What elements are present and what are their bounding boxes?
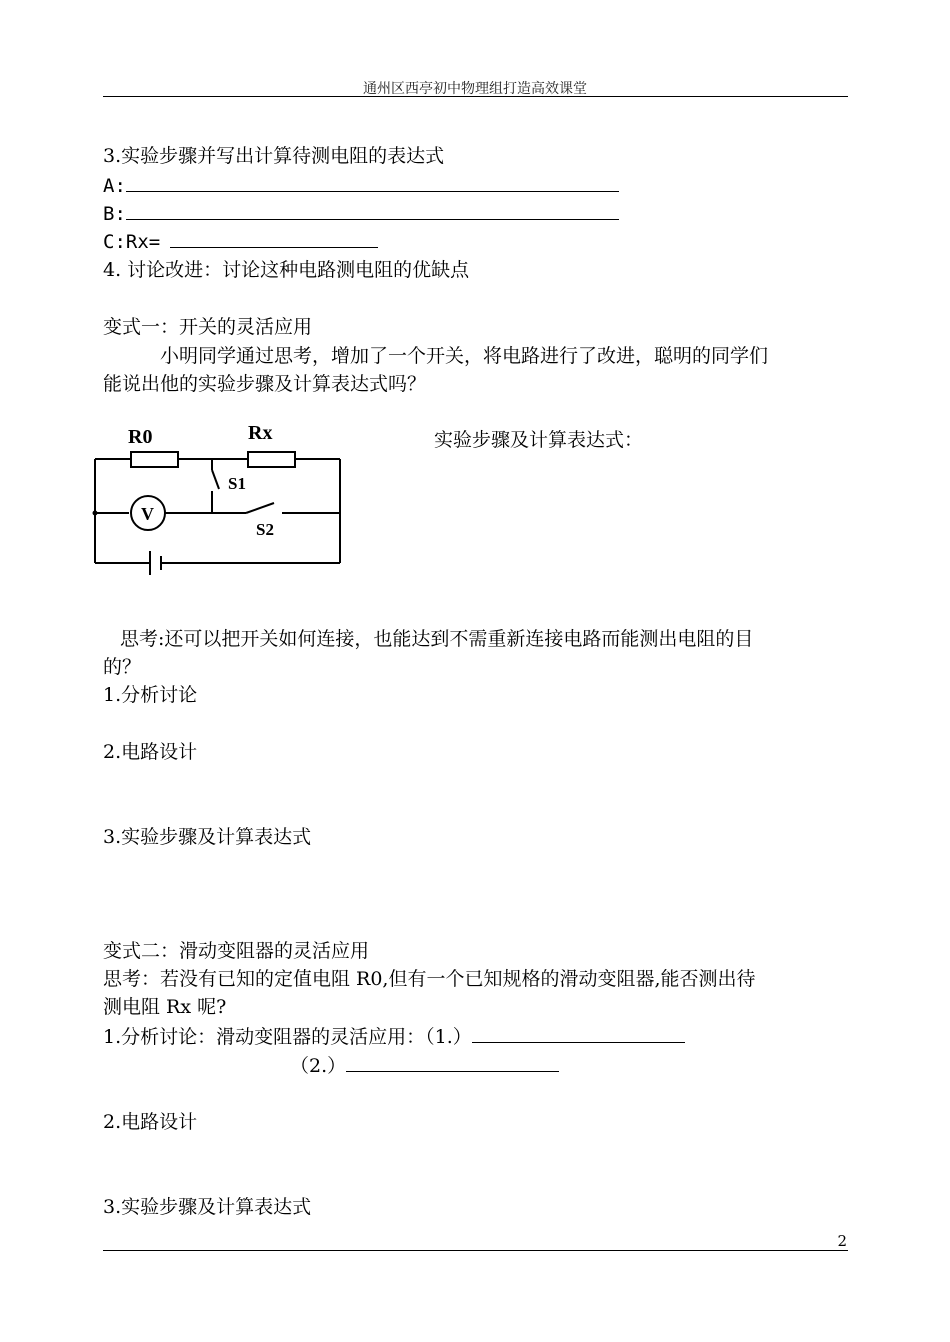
rx-resistor [248, 452, 295, 467]
v2-item-circuit-design: 2.电路设计 [103, 1111, 198, 1133]
s2-switch [246, 503, 274, 513]
page-number: 2 [837, 1232, 847, 1250]
v2-blank-1[interactable] [472, 1024, 685, 1043]
answer-a-label: A: [103, 175, 126, 197]
s1-label: S1 [228, 474, 246, 493]
header-rule [103, 96, 848, 97]
page-header: 通州区西亭初中物理组打造高效课堂 [363, 81, 587, 97]
v2-item-analysis-2-label: （2.） [290, 1055, 347, 1077]
variant2-title: 变式二：滑动变阻器的灵活应用 [103, 940, 370, 962]
circuit-diagram [88, 415, 358, 580]
s1-switch [212, 470, 219, 489]
think-line2: 的？ [103, 656, 142, 678]
variant1-paragraph-line2: 能说出他的实验步骤及计算表达式吗？ [103, 373, 427, 395]
step3-heading: 3.实验步骤并写出计算待测电阻的表达式 [103, 145, 445, 167]
answer-b-blank[interactable] [126, 201, 619, 220]
v2-item-analysis-2[interactable] [290, 1053, 559, 1078]
v1-item-analysis: 1.分析讨论 [103, 684, 198, 706]
r0-resistor [131, 452, 178, 467]
think-line1: 思考:还可以把开关如何连接，也能达到不需重新连接电路而能测出电阻的目 [120, 628, 754, 650]
variant1-paragraph-line1: 小明同学通过思考，增加了一个开关，将电路进行了改进，聪明的同学们 [160, 345, 769, 367]
answer-c-blank[interactable] [170, 229, 378, 248]
v2-think-line1: 思考：若没有已知的定值电阻 R0,但有一个已知规格的滑动变阻器,能否测出待 [103, 968, 756, 990]
answer-b-label: B: [103, 203, 126, 225]
v2-think-line2: 测电阻 Rx 呢? [103, 996, 227, 1018]
v2-item-steps: 3.实验步骤及计算表达式 [103, 1196, 312, 1218]
rx-label: Rx [248, 422, 273, 444]
answer-line-a[interactable] [103, 173, 619, 198]
v1-item-circuit-design: 2.电路设计 [103, 741, 198, 763]
answer-a-blank[interactable] [126, 173, 619, 192]
v2-blank-2[interactable] [346, 1053, 559, 1072]
voltmeter-label: V [141, 504, 154, 524]
answer-line-c[interactable] [103, 229, 378, 254]
variant1-title: 变式一：开关的灵活应用 [103, 316, 313, 338]
r0-label: R0 [128, 426, 153, 448]
s2-label: S2 [256, 520, 274, 539]
v2-item-analysis[interactable] [103, 1024, 685, 1049]
step4-heading: 4. 讨论改进：讨论这种电路测电阻的优缺点 [103, 259, 470, 281]
answer-line-b[interactable] [103, 201, 619, 226]
footer-rule [103, 1250, 848, 1251]
v2-item-analysis-label: 1.分析讨论：滑动变阻器的灵活应用：（1.） [103, 1026, 472, 1048]
v1-item-steps: 3.实验步骤及计算表达式 [103, 826, 312, 848]
steps-expression-prompt: 实验步骤及计算表达式： [434, 429, 644, 451]
answer-c-label: C:Rx= [103, 231, 161, 253]
